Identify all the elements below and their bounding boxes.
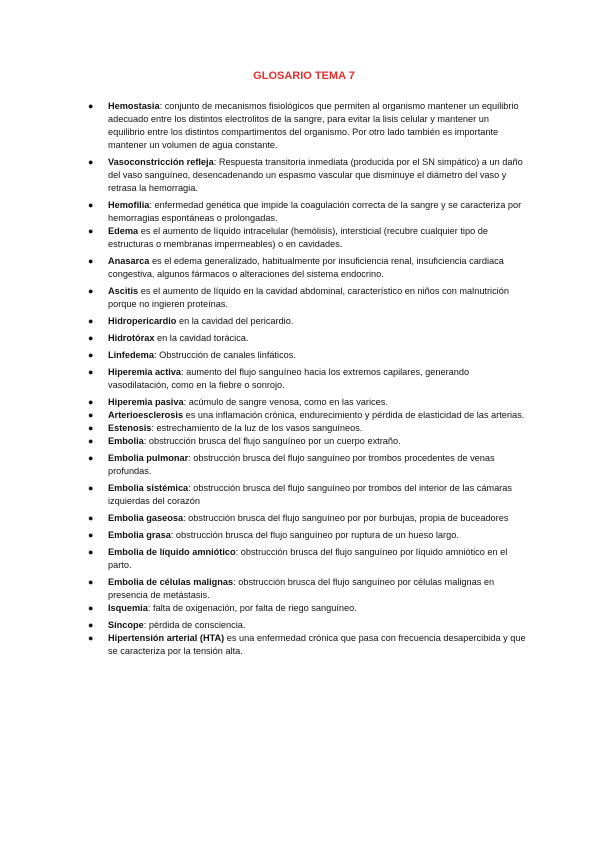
glossary-definition: es el aumento de líquido en la cavidad abdominal, característico en niños con malnutrición porque no ingieren proteínas. [108,286,509,309]
list-item: ● Linfedema: Obstrucción de canales linfáticos. [88,350,296,360]
glossary-definition: obstrucción brusca del flujo sanguíneo por células malignas en presencia de metástasis. [108,577,495,600]
glossary-term: Anasarca [108,256,150,266]
glossary-definition: conjunto de mecanismos fisiológicos que permiten al organismo mantener un equilibrio adecuado entre los distintos electrolitos de la sangre, para evitar la lisis celular y mantener un equilibrio entre los distintos compartimentos del organismo. Por otro lado también es importante mantener un volumen de agua constante. [108,101,519,150]
glossary-term: Embolia [108,436,144,446]
list-item: ● Embolia pulmonar: obstrucción brusca del flujo sanguíneo por trombos procedentes de venas profundas. [88,453,495,476]
bullet-icon: ● [88,620,94,630]
bullet-icon: ● [88,367,94,377]
bullet-icon: ● [88,410,94,420]
glossary-term: Ascitis [108,286,139,296]
glossary-definition: es una inflamación crónica, endurecimiento y pérdida de elasticidad de las arterias. [185,410,525,420]
glossary-definition: en la cavidad torácica. [157,333,249,343]
list-item: ● Hiperemia activa: aumento del flujo sanguíneo hacia los extremos capilares, generando vasodilatación, como en la fiebre o sonrojo. [88,367,470,390]
bullet-icon: ● [88,333,94,343]
list-item: ● Vasoconstricción refleja: Respuesta transitoria inmediata (producida por el SN simpático) a un daño del vaso sanguíneo, desencadenando un espasmo vascular que disminuye el diámetro del vaso y retrasa la hemorragia. [88,157,523,193]
glossary-term: Hipertensión arterial (HTA) [108,633,225,643]
glossary-definition: es el edema generalizado, habitualmente por insuficiencia renal, insuficiencia cardiaca congestiva, algunos fármacos o alteraciones del sistema endocrino. [108,256,504,279]
glossary-definition: acúmulo de sangre venosa, como en las varices. [188,397,388,407]
glossary-definition: obstrucción brusca del flujo sanguíneo por líquido amniótico en el parto. [108,547,508,570]
bullet-icon: ● [88,316,94,326]
page-title: GLOSARIO TEMA 7 [253,70,355,82]
glossary-term: Embolia gaseosa [108,513,184,523]
glossary-term: Linfedema [108,350,154,360]
list-item [88,332,528,345]
glossary-definition: enfermedad genética que impide la coagulación correcta de la sangre y se caracteriza por hemorragias espontáneas o prolongadas. [108,200,522,223]
bullet-icon: ● [88,200,94,210]
bullet-icon: ● [88,226,94,236]
glossary-list [88,100,528,662]
glossary-definition: obstrucción brusca del flujo sanguíneo por ruptura de un hueso largo. [175,530,459,540]
glossary-definition: es el aumento de líquido intracelular (hemólisis), intersticial (recubre cualquier tipo de estructuras o membranas impermeables) o en cavidades. [108,226,488,249]
glossary-definition: obstrucción brusca del flujo sanguíneo por un cuerpo extraño. [148,436,401,446]
glossary-term: Arterioesclerosis [108,410,184,420]
glossary-term: Estenosis [108,423,152,433]
glossary-definition: obstrucción brusca del flujo sanguíneo por por burbujas, propia de buceadores [188,513,509,523]
bullet-icon: ● [88,577,94,587]
list-item: ● Embolia: obstrucción brusca del flujo sanguíneo por un cuerpo extraño. [88,436,401,446]
glossary-term: Isquemia [108,603,148,613]
bullet-icon: ● [88,633,94,643]
bullet-icon: ● [88,453,94,463]
glossary-term: Hiperemia activa [108,367,182,377]
bullet-icon: ● [88,513,94,523]
list-item: ● Embolia sistémica: obstrucción brusca del flujo sanguíneo por trombos del interior de las cámaras izquierdas del corazón [88,483,512,506]
bullet-icon: ● [88,256,94,266]
list-item: ● Hemofilia: enfermedad genética que impide la coagulación correcta de la sangre y se caracteriza por hemorragias espontáneas o prolongadas. [88,200,522,223]
list-item: ● Embolia de líquido amniótico: obstrucción brusca del flujo sanguíneo por líquido amniótico en el parto. [88,547,508,570]
list-item: ● Embolia de células malignas: obstrucción brusca del flujo sanguíneo por células malignas en presencia de metástasis. [88,577,495,600]
glossary-term: Embolia de células malignas [108,577,234,587]
bullet-icon: ● [88,483,94,493]
glossary-definition: Obstrucción de canales linfáticos. [159,350,296,360]
list-item: ● Estenosis: estrechamiento de la luz de los vasos sanguíneos. [88,423,363,433]
glossary-definition: aumento del flujo sanguíneo hacia los extremos capilares, generando vasodilatación, como en la fiebre o sonrojo. [108,367,470,390]
glossary-term: Edema [108,226,139,236]
list-item: ● Hemostasia: conjunto de mecanismos fisiológicos que permiten al organismo mantener un equilibrio adecuado entre los distintos electrolitos de la sangre, para evitar la lisis celular y mantener un equilibrio entre los distintos compartimentos del organismo. Por otro lado también es importante mantener un volumen de agua constante. [88,101,519,150]
bullet-icon: ● [88,397,94,407]
list-item [88,285,528,311]
glossary-term: Embolia pulmonar [108,453,189,463]
glossary-definition: pérdida de consciencia. [148,620,246,630]
glossary-term: Hidrotórax [108,333,155,343]
list-item: ● Síncope: pérdida de consciencia. [88,620,246,630]
list-item: ● Isquemia: falta de oxigenación, por falta de riego sanguíneo. [88,603,357,613]
glossary-term: Hidropericardio [108,316,177,326]
list-item [88,632,528,658]
glossary-term: Embolia sistémica [108,483,189,493]
bullet-icon: ● [88,157,94,167]
glossary-definition: obstrucción brusca del flujo sanguíneo por trombos del interior de las cámaras izquierdas del corazón [108,483,512,506]
glossary-term: Hemostasia [108,101,160,111]
glossary-term: Hiperemia pasiva [108,397,184,407]
glossary-term: Embolia grasa [108,530,171,540]
glossary-term: Vasoconstricción refleja [108,157,214,167]
glossary-term: Síncope [108,620,144,630]
list-item [88,255,528,281]
list-item: ● Embolia grasa: obstrucción brusca del flujo sanguíneo por ruptura de un hueso largo. [88,530,459,540]
glossary-term: Hemofilia [108,200,150,210]
list-item [88,315,528,328]
bullet-icon: ● [88,423,94,433]
bullet-icon: ● [88,530,94,540]
glossary-definition: obstrucción brusca del flujo sanguíneo por trombos procedentes de venas profundas. [108,453,495,476]
bullet-icon: ● [88,286,94,296]
bullet-icon: ● [88,101,94,111]
bullet-icon: ● [88,436,94,446]
bullet-icon: ● [88,547,94,557]
glossary-term: Embolia de líquido amniótico [108,547,236,557]
list-item: ● Hiperemia pasiva: acúmulo de sangre venosa, como en las varices. [88,397,388,407]
glossary-definition: en la cavidad del pericardio. [178,316,294,326]
list-item [88,225,528,251]
list-item: ● Embolia gaseosa: obstrucción brusca del flujo sanguíneo por por burbujas, propia de buceadores [88,513,509,523]
glossary-definition: Respuesta transitoria inmediata (producida por el SN simpático) a un daño del vaso sanguíneo, desencadenando un espasmo vascular que disminuye el diámetro del vaso y retrasa la hemorragia. [108,157,523,193]
glossary-definition: es una enfermedad crónica que pasa con frecuencia desapercibida y que se caracteriza por la tensión alta. [108,633,526,656]
bullet-icon: ● [88,603,94,613]
bullet-icon: ● [88,350,94,360]
glossary-definition: estrechamiento de la luz de los vasos sanguíneos. [156,423,363,433]
list-item [88,409,528,422]
glossary-definition: falta de oxigenación, por falta de riego sanguíneo. [152,603,357,613]
